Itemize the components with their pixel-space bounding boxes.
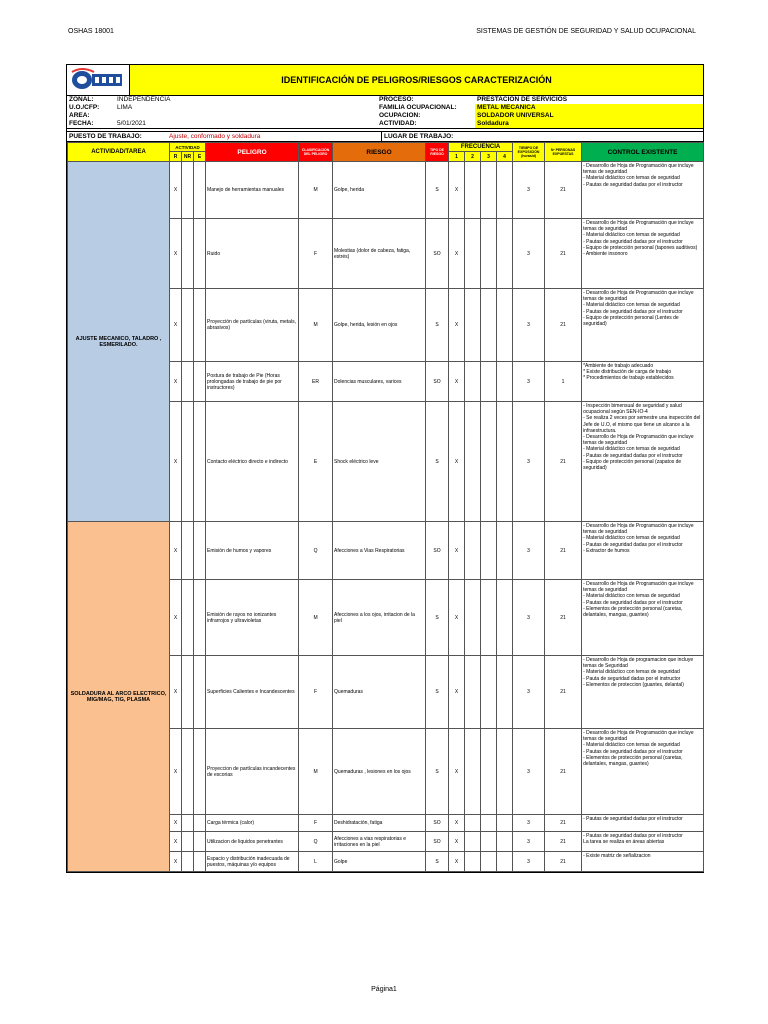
cell-f4 (497, 289, 513, 362)
cell-nr (182, 580, 194, 656)
cell-peligro: Postura de trabajo de Pie (Horas prolongadas de trabajo de pie por instructores) (206, 362, 299, 402)
cell-e (194, 522, 206, 580)
cell-control: *Ambiente de trabajo adecuado * Existe distribución de carga de trabajo * Procedimientos de trabajo establecidos (582, 362, 704, 402)
cell-r: X (170, 362, 182, 402)
cell-nr (182, 656, 194, 729)
cell-f4 (497, 522, 513, 580)
cell-tiempo: 3 (513, 815, 545, 832)
cell-riesgo: Afecciones a vias respiratorias e irritaciones en la piel (333, 832, 426, 852)
cell-f3 (481, 832, 497, 852)
cell-tiempo: 3 (513, 362, 545, 402)
cell-f2 (465, 815, 481, 832)
cell-e (194, 815, 206, 832)
cell-tipo: SO (426, 832, 449, 852)
cell-tipo: S (426, 656, 449, 729)
cell-personas: 21 (545, 729, 582, 815)
cell-f3 (481, 729, 497, 815)
cell-nr (182, 852, 194, 872)
cell-clasificacion: Q (299, 522, 333, 580)
cell-tiempo: 3 (513, 289, 545, 362)
cell-f4 (497, 362, 513, 402)
puesto-label: PUESTO DE TRABAJO: (69, 133, 142, 140)
cell-personas: 21 (545, 852, 582, 872)
cell-peligro: Proyeccion de partículas incandecentes de escorias (206, 729, 299, 815)
cell-riesgo: Quemaduras , lesiones en los ojos (333, 729, 426, 815)
cell-riesgo: Golpe (333, 852, 426, 872)
cell-personas: 21 (545, 402, 582, 522)
area-value (115, 112, 377, 120)
cell-control: - Desarrollo de Hoja de Programación que incluye temas de seguridad - Material didáctico con temas de seguridad - Pautas de seguridad dadas por el instructor - Extractor de humos (582, 522, 704, 580)
cell-clasificacion: M (299, 729, 333, 815)
matrix-sheet (66, 64, 704, 873)
cell-nr (182, 362, 194, 402)
cell-control: - Existe matriz de señalizacion (582, 852, 704, 872)
fecha-value: 5/01/2021 (117, 120, 146, 127)
cell-personas: 21 (545, 580, 582, 656)
cell-clasificacion: F (299, 815, 333, 832)
cell-f1: X (449, 656, 465, 729)
cell-f2 (465, 219, 481, 289)
cell-peligro: Emisión de rayos no ionizantes infrarrojos y ultravioletas (206, 580, 299, 656)
cell-f1: X (449, 362, 465, 402)
cell-f2 (465, 832, 481, 852)
cell-personas: 21 (545, 162, 582, 219)
cell-f4 (497, 219, 513, 289)
cell-f2 (465, 852, 481, 872)
uo-value: LIMA (117, 104, 133, 111)
fecha-label: FECHA: (69, 120, 94, 127)
cell-riesgo: Dolencias musculares, varices (333, 362, 426, 402)
cell-peligro: Espacio y distribución inadecuada de puestos, máquinas y/o equipos (206, 852, 299, 872)
actividad-label: ACTIVIDAD: (379, 120, 417, 127)
cell-f4 (497, 162, 513, 219)
cell-e (194, 580, 206, 656)
cell-tipo: SO (426, 522, 449, 580)
cell-riesgo: Golpe, herida (333, 162, 426, 219)
cell-riesgo: Shock eléctrico leve (333, 402, 426, 522)
institution-logo (67, 65, 130, 95)
cell-tipo: SO (426, 219, 449, 289)
cell-e (194, 362, 206, 402)
col-clasificacion: CLASIFICACIÓN DEL PELIGRO (299, 143, 333, 162)
col-nr: NR (182, 152, 194, 162)
col-f4: 4 (497, 152, 513, 162)
cell-clasificacion: E (299, 402, 333, 522)
cell-personas: 21 (545, 219, 582, 289)
header-right: SISTEMAS DE GESTIÓN DE SEGURIDAD Y SALUD OCUPACIONAL (476, 28, 696, 35)
col-tipo: TIPO DE RIESGO (426, 143, 449, 162)
cell-f2 (465, 729, 481, 815)
cell-clasificacion: ER (299, 362, 333, 402)
col-f2: 2 (465, 152, 481, 162)
table-row (68, 162, 704, 219)
col-r: R (170, 152, 182, 162)
cell-nr (182, 289, 194, 362)
header-left: OSHAS 18001 (68, 28, 114, 35)
cell-f2 (465, 656, 481, 729)
cell-e (194, 162, 206, 219)
cell-clasificacion: M (299, 162, 333, 219)
area-label: ÁREA: (69, 112, 90, 119)
cell-f4 (497, 729, 513, 815)
col-personas: Nº PERSONAS EXPUESTAS (545, 143, 582, 162)
col-e: E (194, 152, 206, 162)
lugar-label: LUGAR DE TRABAJO: (381, 132, 703, 141)
col-peligro: PELIGRO (206, 143, 299, 162)
cell-clasificacion: M (299, 580, 333, 656)
cell-r: X (170, 219, 182, 289)
hazard-table (67, 142, 704, 872)
cell-control: - Desarrollo de Hoja de programacion que incluye temas de Seguridad - Material didáctico con temas de seguridad - Pauta de seguridad dadas por el instructor - Elementos de proteccion (guantes, delantal) (582, 656, 704, 729)
activity-group-cell: SOLDADURA AL ARCO ELECTRICO, MIG/MAG, TIG, PLASMA (68, 522, 170, 872)
cell-peligro: Ruido (206, 219, 299, 289)
cell-r: X (170, 402, 182, 522)
page-footer: Página1 (371, 986, 397, 993)
cell-clasificacion: M (299, 289, 333, 362)
cell-f4 (497, 580, 513, 656)
cell-tiempo: 3 (513, 580, 545, 656)
table-row (68, 522, 704, 580)
cell-tipo: S (426, 580, 449, 656)
cell-f1: X (449, 815, 465, 832)
cell-nr (182, 402, 194, 522)
cell-tipo: S (426, 162, 449, 219)
cell-f4 (497, 656, 513, 729)
cell-tipo: S (426, 289, 449, 362)
cell-f3 (481, 815, 497, 832)
activity-group-cell: AJUSTE MECANICO, TALADRO , ESMERILADO. (68, 162, 170, 522)
cell-e (194, 852, 206, 872)
cell-nr (182, 815, 194, 832)
cell-tipo: S (426, 402, 449, 522)
cell-r: X (170, 522, 182, 580)
cell-nr (182, 219, 194, 289)
cell-tiempo: 3 (513, 656, 545, 729)
cell-f1: X (449, 832, 465, 852)
cell-e (194, 656, 206, 729)
cell-peligro: Emisión de humos y vapores (206, 522, 299, 580)
cell-f1: X (449, 402, 465, 522)
cell-f4 (497, 815, 513, 832)
cell-riesgo: Golpe, herida, lesión en ojos (333, 289, 426, 362)
puesto-value: Ajuste, conformado y soldadura (169, 133, 261, 140)
cell-clasificacion: L (299, 852, 333, 872)
cell-f1: X (449, 729, 465, 815)
cell-tiempo: 3 (513, 402, 545, 522)
cell-f1: X (449, 162, 465, 219)
cell-tiempo: 3 (513, 219, 545, 289)
cell-personas: 21 (545, 656, 582, 729)
familia-value: METAL MECÁNICA (475, 104, 703, 112)
cell-f2 (465, 522, 481, 580)
cell-peligro: Carga térmica (calor) (206, 815, 299, 832)
cell-f1: X (449, 580, 465, 656)
cell-e (194, 729, 206, 815)
cell-f3 (481, 219, 497, 289)
cell-control: - Desarrollo de Hoja de Programación que incluye temas de seguridad - Material didáctico con temas de seguridad - Pautas de seguridad dadas por el instructor (582, 162, 704, 219)
cell-f3 (481, 522, 497, 580)
cell-r: X (170, 852, 182, 872)
cell-r: X (170, 289, 182, 362)
col-control: CONTROL EXISTENTE (582, 143, 704, 162)
uo-label: U.O./CFP: (69, 104, 100, 111)
cell-r: X (170, 162, 182, 219)
cell-control: - Desarrollo de Hoja de Programación que incluye temas de seguridad - Material didáctico con temas de seguridad - Pautas de seguridad dadas por el instructor - Elementos de protección personal (caretas, delantales, mangas, guantes) (582, 580, 704, 656)
cell-f3 (481, 580, 497, 656)
cell-f3 (481, 656, 497, 729)
ocupacion-label: OCUPACION: (379, 112, 421, 119)
proceso-label: PROCESO: (379, 96, 414, 103)
cell-f4 (497, 852, 513, 872)
cell-r: X (170, 656, 182, 729)
cell-tipo: S (426, 729, 449, 815)
cell-clasificacion: F (299, 219, 333, 289)
cell-tiempo: 3 (513, 162, 545, 219)
cell-f3 (481, 289, 497, 362)
cell-f3 (481, 362, 497, 402)
cell-f1: X (449, 852, 465, 872)
cell-tipo: SO (426, 815, 449, 832)
proceso-value: PRESTACIÓN DE SERVICIOS (477, 96, 568, 103)
cell-f2 (465, 402, 481, 522)
cell-control: - Desarrollo de Hoja de Programación que incluye temas de seguridad - Material didáctico con temas de seguridad - Pautas de seguridad dadas por el instructor - Elementos de protección personal (caretas, delantales, mangas, guantes) (582, 729, 704, 815)
actividad-value: Soldadura (475, 120, 703, 128)
col-f1: 1 (449, 152, 465, 162)
cell-f2 (465, 289, 481, 362)
zonal-label: ZONAL: (69, 96, 94, 103)
cell-tiempo: 3 (513, 729, 545, 815)
cell-riesgo: Afecciones a Vias Respiratorias (333, 522, 426, 580)
document-title: IDENTIFICACIÓN DE PELIGROS/RIESGOS CARACTERIZACIÓN (130, 65, 703, 95)
cell-e (194, 219, 206, 289)
cell-f2 (465, 162, 481, 219)
cell-f1: X (449, 522, 465, 580)
cell-f4 (497, 402, 513, 522)
cell-peligro: Proyección de partículas (viruta, metals, abrasivos) (206, 289, 299, 362)
cell-control: - Pautas de seguridad dadas por el instructor (582, 815, 704, 832)
cell-peligro: Manejo de herramientas manuales (206, 162, 299, 219)
cell-peligro: Utilizacion de liquidos penetrantes (206, 832, 299, 852)
cell-f3 (481, 402, 497, 522)
cell-personas: 21 (545, 815, 582, 832)
info-block (67, 96, 703, 129)
cell-f2 (465, 580, 481, 656)
col-actividad: ACTIVIDAD (170, 143, 206, 152)
cell-tiempo: 3 (513, 832, 545, 852)
cell-peligro: Superficies Calientes e Incandescentes (206, 656, 299, 729)
cell-r: X (170, 729, 182, 815)
cell-clasificacion: F (299, 656, 333, 729)
cell-e (194, 832, 206, 852)
cell-nr (182, 162, 194, 219)
ocupacion-value: SOLDADOR UNIVERSAL (475, 112, 703, 120)
cell-control: - Desarrollo de Hoja de Programación que incluye temas de seguridad - Material didáctico con temas de seguridad - Pautas de seguridad dadas por el instructor - Equipo de protección personal (Lentes de seguridad) (582, 289, 704, 362)
cell-e (194, 289, 206, 362)
puesto-row (67, 131, 703, 142)
cell-nr (182, 729, 194, 815)
col-riesgo: RIESGO (333, 143, 426, 162)
cell-r: X (170, 580, 182, 656)
cell-f1: X (449, 289, 465, 362)
cell-riesgo: Molestias (dolor de cabeza, fatiga, estrés) (333, 219, 426, 289)
cell-tiempo: 3 (513, 852, 545, 872)
cell-f2 (465, 362, 481, 402)
cell-tipo: S (426, 852, 449, 872)
cell-personas: 21 (545, 522, 582, 580)
cell-control: - Inspección bimensual de seguridad y salud ocupacional según SEN-IO-4 - Se realiza 2 veces por semestre una inspección del Jefe de U.O, el mismo que tiene un alcance a la infraestructura. - Desarrollo de Hoja de Programación que incluye temas de seguridad - Material didáctico con temas de seguridad - Pautas de seguridad dadas por el instructor - Equipo de protección personal (zapatos de seguridad) (582, 402, 704, 522)
col-tiempo: TIEMPO DE EXPOSICIÓN (horas/d) (513, 143, 545, 162)
cell-personas: 21 (545, 832, 582, 852)
cell-nr (182, 832, 194, 852)
cell-nr (182, 522, 194, 580)
cell-tipo: SO (426, 362, 449, 402)
cell-f3 (481, 852, 497, 872)
cell-riesgo: Quemaduras (333, 656, 426, 729)
col-f3: 3 (481, 152, 497, 162)
cell-f4 (497, 832, 513, 852)
cell-riesgo: Afecciones a los ojos, irritacion de la piel (333, 580, 426, 656)
cell-r: X (170, 815, 182, 832)
zonal-value: INDEPENDENCIA (117, 96, 171, 103)
cell-personas: 1 (545, 362, 582, 402)
cell-f3 (481, 162, 497, 219)
cell-f1: X (449, 219, 465, 289)
cell-peligro: Contacto eléctrico directo e indirecto (206, 402, 299, 522)
familia-label: FAMILIA OCUPACIONAL: (379, 104, 457, 111)
col-frecuencia: FRECUENCIA (449, 143, 513, 152)
cell-control: - Pautas de seguridad dadas por el instructor La tarea se realiza en áreas abiertas (582, 832, 704, 852)
cell-riesgo: Deshidratación, fatiga (333, 815, 426, 832)
cell-clasificacion: Q (299, 832, 333, 852)
cell-control: - Desarrollo de Hoja de Programación que incluye temas de seguridad - Material didáctico con temas de seguridad - Pautas de seguridad dadas por el instructor - Equipo de protección personal (tapones auditivos) - Ambiente insonoro (582, 219, 704, 289)
cell-r: X (170, 832, 182, 852)
col-actividad-tarea: ACTIVIDAD/TAREA (68, 143, 170, 162)
cell-personas: 21 (545, 289, 582, 362)
cell-tiempo: 3 (513, 522, 545, 580)
cell-e (194, 402, 206, 522)
